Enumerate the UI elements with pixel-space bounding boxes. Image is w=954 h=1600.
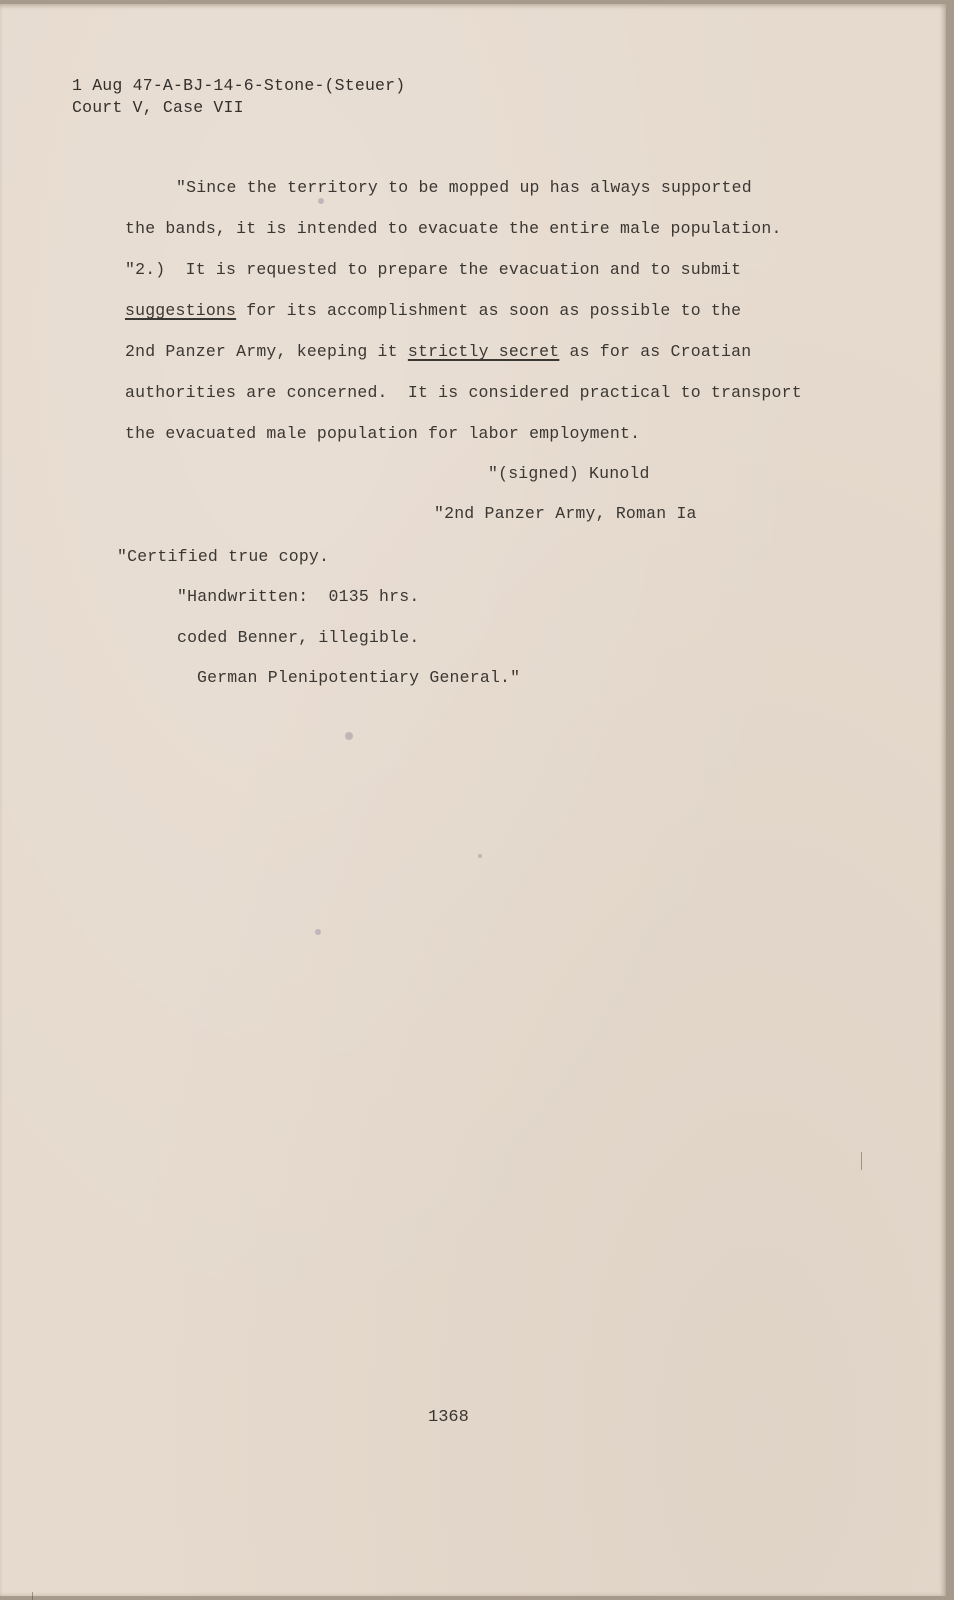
signed-by: "(signed) Kunold [488,464,650,483]
paper-mark [32,1592,33,1600]
court-case: Court V, Case VII [72,98,244,117]
body-line-1: "Since the territory to be mopped up has always supported [176,178,752,197]
body-line-3: "2.) It is requested to prepare the evacuation and to submit [125,260,742,279]
underlined-suggestions: suggestions [125,301,237,320]
paper-speck [478,854,482,858]
coded-note: coded Benner, illegible. [177,628,420,647]
body-line-5-start: 2nd Panzer Army, keeping it [125,342,408,361]
document-reference: 1 Aug 47-A-BJ-14-6-Stone-(Steuer) [72,76,406,95]
body-line-4-rest: for its accomplishment as soon as possible to the [236,301,742,320]
body-line-5-end: as for as Croatian [559,342,752,361]
page-number: 1368 [428,1408,469,1427]
paper-speck [318,198,324,204]
signer-unit: "2nd Panzer Army, Roman Ia [434,504,697,523]
body-line-7: the evacuated male population for labor employment. [125,424,641,443]
underlined-strictly-secret: strictly secret [407,342,560,361]
body-line-4 [125,301,741,321]
paper-mark [861,1152,862,1170]
certified-copy: "Certified true copy. [117,547,330,566]
document-page [0,4,946,1596]
plenipotentiary: German Plenipotentiary General." [197,668,521,687]
body-line-5 [125,342,751,362]
handwritten-note: "Handwritten: 0135 hrs. [177,587,420,606]
paper-speck [315,929,321,935]
body-line-2: the bands, it is intended to evacuate the entire male population. [125,219,782,238]
body-line-6: authorities are concerned. It is considered practical to transport [125,383,802,402]
paper-speck [345,732,353,740]
